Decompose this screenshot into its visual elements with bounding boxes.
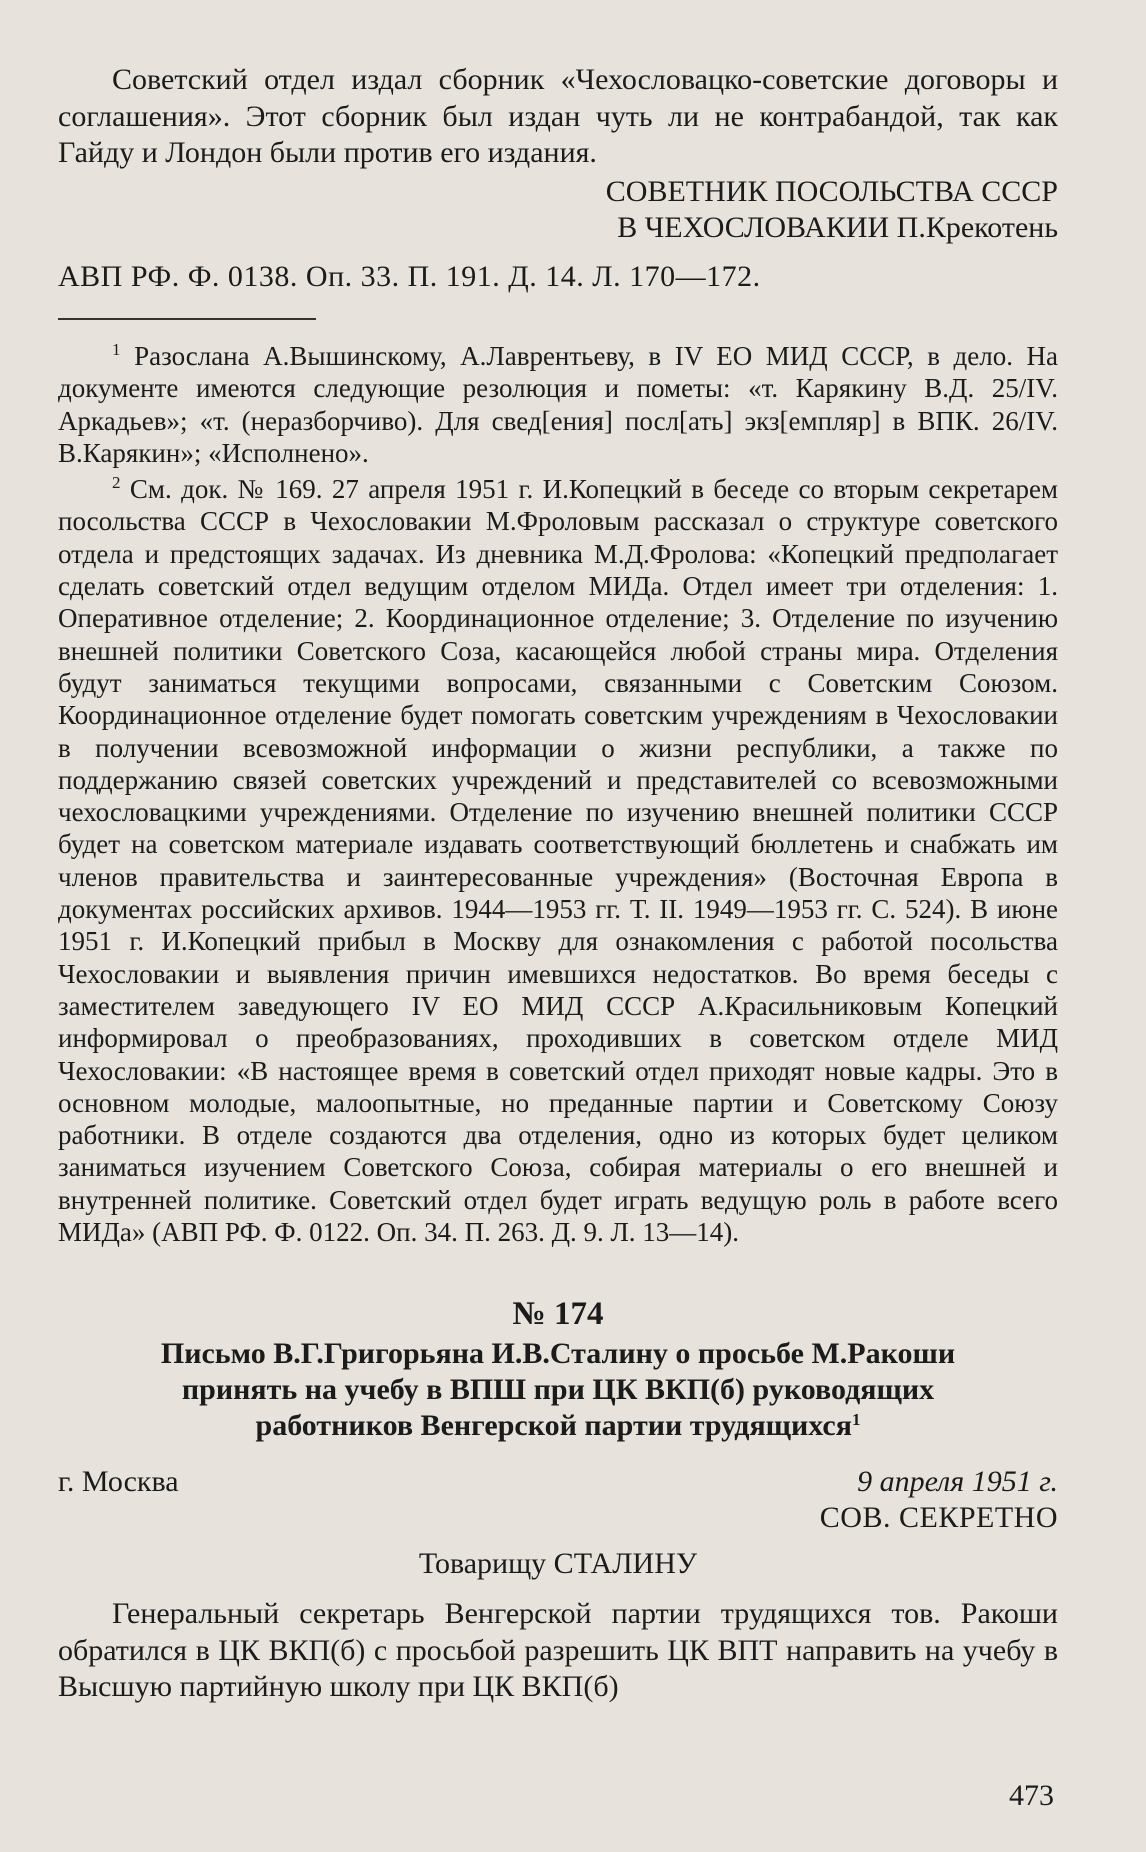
signature-name: В ЧЕХОСЛОВАКИИ П.Крекотень	[617, 211, 1058, 244]
letter-body: Генеральный секретарь Венгерской партии трудящихся тов. Ракоши обратился в ЦК ВКП(б) с просьбой разрешить ЦК ВПТ направить на учебу в Высшую партийную школу при ЦК ВКП(б)	[58, 1597, 1058, 1703]
footnote-1	[58, 340, 1058, 469]
footnote-1-text: Разослана А.Вышинскому, А.Лаврентьеву, в IV ЕО МИД СССР, в дело. На документе имеются следующие резолюция и пометы: «т. Карякину В.Д. 25/IV. Аркадьев»; «т. (неразборчиво). Для свед[ения] посл[ать] экз[емпляр] в ВПК. 26/IV. В.Карякин»; «Исполнено».	[58, 341, 1059, 468]
document-174	[58, 1294, 1058, 1706]
signature-block	[58, 174, 1058, 247]
place-date-row	[58, 1464, 1058, 1500]
document-place: г. Москва	[58, 1465, 179, 1498]
document-title	[58, 1334, 1058, 1444]
document-number: № 174	[512, 1296, 604, 1332]
document-title-text: Письмо В.Г.Григорьяна И.В.Сталину о просьбе М.Ракоши принять на учебу в ВПШ при ЦК ВКП(б) руководящих работников Венгерской партии трудящихся	[160, 1337, 956, 1442]
footnote-2-marker: 2	[112, 473, 121, 493]
classification-stamp: СОВ. СЕКРЕТНО	[819, 1501, 1058, 1534]
page-number: 473	[1009, 1779, 1054, 1812]
title-footnote-marker: 1	[851, 1410, 861, 1429]
footnote-2	[58, 473, 1058, 1248]
footnote-1-marker: 1	[112, 340, 121, 359]
footnote-2-text: См. док. № 169. 27 апреля 1951 г. И.Копецкий в беседе со вторым секретарем посольства СССР в Чехословакии М.Фроловым рассказал о структуре советского отдела и предстоящих задачах. Из дневника М.Д.Фролова: «Копецкий предполагает сделать советский отдел ведущим отделом МИДа. Отдел имеет три отделения: 1. Оперативное отделение; 2. Координационное отделение; 3. Отделение по изучению внешней политики Советского Соза, касающейся любой страны мира. Отделения будут заниматься текущими вопросами, связанными с Советским Союзом. Координационное отделение будет помогать советским учреждениям в Чехословакии в получении всевозможной информации о жизни республики, а также по поддержанию связей советских учреждений и представителей со всевозможными чехословацкими учреждениями. Отделение по изучению внешней политики СССР будет на советском материале издавать соответствующий бюллетень и снабжать им членов правительства и заинтересованные учреждения» (Восточная Европа в документах российских архивов. 1944—1953 гг. Т. II. 1949—1953 гг. С. 524). В июне 1951 г. И.Копецкий прибыл в Москву для ознакомления с работой посольства Чехословакии и выявления причин имевшихся недостатков. Во время беседы с заместителем заведующего IV ЕО МИД СССР А.Красильниковым Копецкий информировал о преобразованиях, проходивших в советском отделе МИД Чехословакии: «В настоящее время в советский отдел приходят новые кадры. Это в основном молодые, малоопытные, но преданные партии и Советскому Союзу работники. В отделе создаются два отделения, одно из которых будет целиком заниматься изучением Советского Союза, собирая материалы о его внешней и внутренней политике. Советский отдел будет играть ведущую роль в работе всего МИДа» (АВП РФ. Ф. 0122. Оп. 34. П. 263. Д. 9. Л. 13—14).	[58, 474, 1059, 1248]
footnotes	[58, 340, 1058, 1248]
top-section	[58, 62, 1058, 295]
archive-reference: АВП РФ. Ф. 0138. Оп. 33. П. 191. Д. 14. Л. 170—172.	[58, 259, 761, 293]
signature-title: СОВЕТНИК ПОСОЛЬСТВА СССР	[605, 174, 1058, 208]
footnote-divider	[58, 318, 316, 320]
closing-paragraph: Советский отдел издал сборник «Чехословацко-советские договоры и соглашения». Этот сборник был издан чуть ли не контрабандой, так как Гайду и Лондон были против его издания.	[58, 63, 1058, 169]
document-date: 9 апреля 1951 г.	[857, 1465, 1058, 1498]
addressee: Товарищу СТАЛИНУ	[418, 1547, 698, 1580]
